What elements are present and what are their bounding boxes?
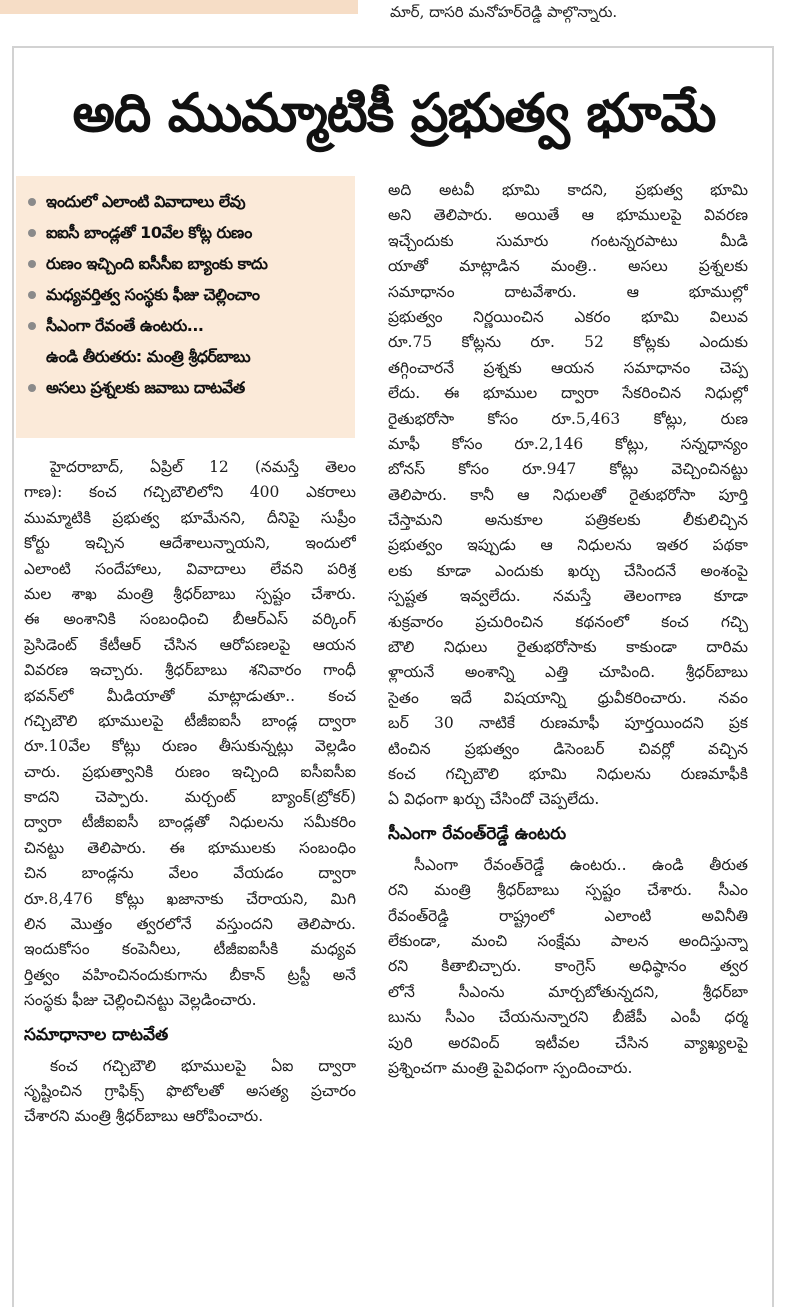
previous-article-tail: మార్, దాసరి మనోహర్‌రెడ్డి పాల్గొన్నారు.: [390, 3, 618, 21]
highlight-item: ఐఐసీ బాండ్లతో 10వేల కోట్ల రుణం: [28, 217, 347, 248]
highlight-item: రుణం ఇచ్చింది ఐసీసీఐ బ్యాంకు కాదు: [28, 248, 347, 279]
text-line: రైతుభరోసా కోసం రూ.5,463 కోట్లు, రుణ: [388, 409, 748, 428]
highlight-item-continuation: ఉండి తీరుతరు: మంత్రి శ్రీధర్‌బాబు: [46, 347, 251, 366]
article-frame-top: [12, 46, 774, 48]
text-line: గాణ): కంచ గచ్చిబౌలిలోని 400 ఎకరాలు: [24, 483, 356, 502]
right-paragraph-2: [388, 853, 748, 1082]
bullet-icon: [28, 322, 36, 330]
text-line: ఇందుకోసం కంపెనీలు, టీజీఐఐసీకి మధ్యవ: [24, 940, 356, 959]
text-line: భవన్‌లో మీడియాతో మాట్లాడుతూ.. కంచ: [24, 686, 356, 705]
text-line: లకు కూడా ఎందుకు ఖర్చు చేసిందనే అంశంపై: [388, 561, 748, 580]
text-line: గచ్చిబౌలి భూములపై టీజీఐఐసీ బాండ్ల ద్వారా: [24, 711, 356, 730]
text-line: ఎలాంటి సందేహాలు, వివాదాలు లేవని పరిశ్ర: [24, 559, 356, 578]
subheading-revanth-stays-cm: సీఎంగా రేవంత్‌రెడ్డే ఉంటరు: [388, 823, 567, 844]
highlights-box: [16, 176, 355, 438]
text-line: రూ.75 కోట్లను రూ. 52 కోట్లకు ఎందుకు: [388, 333, 748, 352]
bullet-icon: [28, 384, 36, 392]
text-line: కోర్టు ఇచ్చిన ఆదేశాలున్నాయని, ఇందులో: [24, 534, 356, 553]
text-line: కంచ గచ్చిబౌలి భూమి నిధులను రుణమాఫీకి: [388, 764, 748, 783]
text-line: ళ్లాయనే అంశాన్ని ఎత్తి చూపింది. శ్రీధర్‌బాబు: [388, 663, 748, 682]
previous-article-box: [0, 0, 358, 14]
bullet-icon: [28, 229, 36, 237]
text-line: కాదని చెప్పారు. మర్చంట్ బ్యాంక్(బ్రోకర్): [24, 788, 356, 807]
text-line: సమాధానం దాటవేశారు. ఆ భూముల్లో: [388, 282, 748, 301]
bullet-icon: [28, 291, 36, 299]
left-paragraph-2: [24, 1054, 356, 1130]
text-line: ఇచ్చేందుకు సుమారు గంటన్నరపాటు మీడి: [388, 231, 748, 250]
text-line: ప్రభుత్వం నిర్ణయించిన ఎకరం భూమి విలువ: [388, 307, 748, 326]
right-column: [388, 178, 748, 1081]
text-line: బోనస్ కోసం రూ.947 కోట్లు వెచ్చించినట్టు: [388, 460, 748, 479]
bullet-icon: [28, 260, 36, 268]
text-line: ర్తిత్వం వహించినందుకుగాను బీకాన్ ట్రస్టీ అనే: [24, 965, 356, 984]
text-line: బర్ 30 నాటికే రుణమాఫీ పూర్తయిందని ప్రక: [388, 714, 748, 733]
subheading-answers-evaded: సమాధానాల దాటవేత: [24, 1024, 169, 1045]
text-line: స్పష్టత ఇవ్వలేదు. నమస్తే తెలంగాణ కూడా: [388, 587, 748, 606]
text-line: లిన మొత్తం త్వరలోనే వస్తుందని తెలిపారు.: [24, 915, 356, 934]
text-line: సృష్టించిన గ్రాఫిక్స్ ఫొటోలతో అసత్య ప్రచారం: [24, 1081, 356, 1100]
highlight-item: అసలు ప్రశ్నలకు జవాబు దాటవేత: [28, 372, 347, 403]
highlight-item: మధ్యవర్తిత్వ సంస్థకు ఫీజు చెల్లించాం: [28, 279, 347, 310]
left-paragraph-1: [24, 455, 356, 1014]
text-line: రని కితాబిచ్చారు. కాంగ్రెస్ అధిష్ఠానం త్వర: [388, 957, 748, 976]
text-line: సైతం ఇదే విషయాన్ని ధ్రువీకరించారు. నవం: [388, 688, 748, 707]
text-line: వివరణ ఇచ్చారు. శ్రీధర్‌బాబు శనివారం గాంధీ: [24, 661, 356, 680]
text-line: రని మంత్రి శ్రీధర్‌బాబు స్పష్టం చేశారు. సీఎం: [388, 881, 748, 900]
highlight-item: ఇందులో ఎలాంటి వివాదాలు లేవు: [28, 186, 347, 217]
text-line: తగ్గించారనే ప్రశ్నకు ఆయన సమాధానం చెప్ప: [388, 358, 748, 377]
text-line: చేస్తామని అనుకూల పత్రికలకు లీకులిచ్చిన: [388, 511, 748, 530]
text-line: యాతో మాట్లాడిన మంత్రి.. అసలు ప్రశ్నలకు: [388, 257, 748, 276]
highlight-item: సీఎంగా రేవంతే ఉంటరు...: [28, 310, 347, 341]
text-line: హైదరాబాద్, ఏప్రిల్ 12 (నమస్తే తెలం: [50, 458, 356, 476]
text-line: లేదు. ఈ భూముల ద్వారా సేకరించిన నిధుల్లో: [388, 384, 748, 403]
text-line: ప్రెసిడెంట్ కేటీఆర్ చేసిన ఆరోపణలపై ఆయన: [24, 635, 356, 654]
text-line: రూ.8,476 కోట్లు ఖజానాకు చేరాయని, మిగి: [24, 889, 356, 908]
text-line: మాఫీ కోసం రూ.2,146 కోట్లు, సన్నధాన్యం: [388, 434, 748, 453]
article-frame-left: [12, 47, 14, 1307]
text-line: బును సీఎం చేయనున్నారని బీజేపీ ఎంపీ ధర్మ: [388, 1008, 748, 1027]
text-line: మల శాఖ మంత్రి శ్రీధర్‌బాబు స్పష్టం చేశారు.: [24, 584, 356, 603]
text-line: పురి అరవింద్ ఇటీవల చేసిన వ్యాఖ్యలపై: [388, 1033, 748, 1052]
text-line: చేశారని మంత్రి శ్రీధర్‌బాబు ఆరోపించారు.: [24, 1107, 264, 1126]
text-line: ఏ విధంగా ఖర్చు చేసిందో చెప్పలేదు.: [388, 790, 600, 809]
text-line: చారు. ప్రభుత్వానికి రుణం ఇచ్చింది ఐసీఐసీఐ: [24, 762, 356, 781]
text-line: ముమ్మాటికి ప్రభుత్వ భూమేనని, దీనిపై సుప్రీం: [24, 508, 356, 527]
text-line: సీఎంగా రేవంత్‌రెడ్డే ఉంటరు.. ఉండి తీరుత: [414, 855, 748, 874]
text-line: ప్రశ్నించగా మంత్రి పైవిధంగా స్పందించారు.: [388, 1058, 633, 1077]
text-line: చిన బాండ్లను వేలం వేయడం ద్వారా: [24, 864, 356, 883]
text-line: లేకుండా, మంచి సంక్షేమ పాలన అందిస్తున్నా: [388, 931, 748, 950]
text-line: ఈ అంశానికి సంబంధించి బీఆర్‌ఎస్ వర్కింగ్: [24, 610, 356, 629]
text-line: లోనే సీఎంను మార్చబోతున్నదని, శ్రీధర్‌బా: [388, 982, 748, 1001]
text-line: టించిన ప్రభుత్వం డిసెంబర్ చివర్లో వచ్చిన: [388, 739, 748, 758]
text-line: తెలిపారు. కానీ ఆ నిధులతో రైతుభరోసా పూర్తి: [388, 485, 748, 504]
text-line: ప్రభుత్వం ఇప్పుడు ఆ నిధులను ఇతర పథకా: [388, 536, 748, 555]
headline: అది ముమ్మాటికీ ప్రభుత్వ భూమే: [72, 83, 716, 144]
text-line: రేవంత్‌రెడ్డి రాష్ట్రంలో ఎలాంటి అవినీతి: [388, 906, 748, 925]
right-paragraph-1: [388, 178, 748, 813]
text-line: అని తెలిపారు. అయితే ఆ భూములపై వివరణ: [388, 206, 748, 225]
text-line: శుక్రవారం ప్రచురించిన కథనంలో కంచ గచ్చి: [388, 612, 748, 631]
text-line: అది అటవీ భూమి కాదని, ప్రభుత్వ భూమి: [388, 181, 748, 199]
text-line: కంచ గచ్చిబౌలి భూములపై ఏఐ ద్వారా: [50, 1056, 356, 1075]
bullet-icon: [28, 198, 36, 206]
text-line: ద్వారా టీజీఐఐసీ బాండ్లతో నిధులను సమీకరిం: [24, 813, 356, 832]
text-line: సంస్థకు ఫీజు చెల్లించినట్టు వెల్లడించారు.: [24, 991, 257, 1010]
text-line: బౌలి నిధులు రైతుభరోసాకు కాకుండా దారిమ: [388, 638, 748, 657]
left-column: [24, 455, 356, 1130]
text-line: చినట్టు తెలిపారు. ఈ భూములకు సంబంధిం: [24, 838, 356, 857]
article-frame-right: [772, 47, 774, 1307]
text-line: రూ.10వేల కోట్లు రుణం తీసుకున్నట్లు వెల్లడిం: [24, 737, 356, 756]
